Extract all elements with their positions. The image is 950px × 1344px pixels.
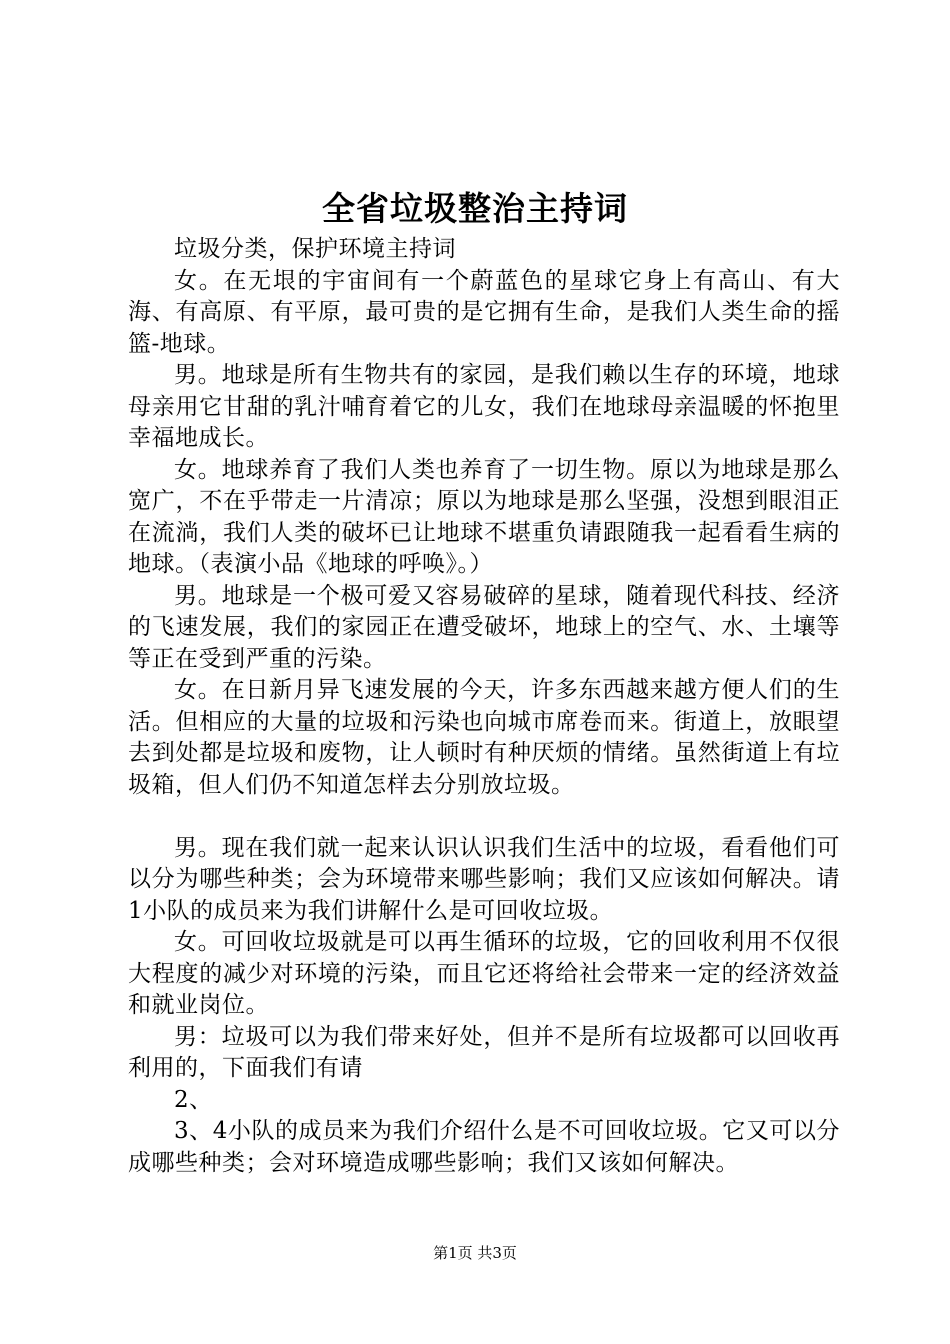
paragraph: 女。地球养育了我们人类也养育了一切生物。原以为地球是那么宽广，不在乎带走一片清凉；原以为地球是那么坚强，没想到眼泪正在流淌，我们人类的破坏已让地球不堪重负请跟随我一起看看生病的地球。（表演小品《地球的呼唤》。） — [128, 456, 840, 577]
paragraph: 男。地球是一个极可爱又容易破碎的星球，随着现代科技、经济的飞速发展，我们的家园正在遭受破坏，地球上的空气、水、土壤等等正在受到严重的污染。 — [128, 582, 840, 672]
paragraph: 3、4小队的成员来为我们介绍什么是不可回收垃圾。它又可以分成哪些种类；会对环境造成哪些影响；我们又该如何解决。 — [128, 1118, 840, 1176]
paragraph: 女。在日新月异飞速发展的今天，许多东西越来越方便人们的生活。但相应的大量的垃圾和污染也向城市席卷而来。街道上，放眼望去到处都是垃圾和废物，让人顿时有种厌烦的情绪。虽然街道上有垃圾箱，但人们仍不知道怎样去分别放垃圾。 — [128, 677, 840, 798]
document-body — [128, 234, 840, 1179]
paragraph: 男：垃圾可以为我们带来好处，但并不是所有垃圾都可以回收再利用的，下面我们有请 — [128, 1023, 840, 1081]
paragraph: 2、 — [174, 1086, 213, 1113]
paragraph: 男。现在我们就一起来认识认识我们生活中的垃圾，看看他们可以分为哪些种类；会为环境带来哪些影响；我们又应该如何解决。请1小队的成员来为我们讲解什么是可回收垃圾。 — [128, 834, 840, 924]
paragraph: 女。在无垠的宇宙间有一个蔚蓝色的星球它身上有高山、有大海、有高原、有平原，最可贵的是它拥有生命，是我们人类生命的摇篮-地球。 — [128, 267, 840, 357]
paragraph: 女。可回收垃圾就是可以再生循环的垃圾，它的回收利用不仅很大程度的减少对环境的污染，而且它还将给社会带来一定的经济效益和就业岗位。 — [128, 929, 840, 1018]
paragraph-subtitle: 垃圾分类，保护环境主持词 — [174, 236, 456, 262]
paragraph: 男。地球是所有生物共有的家园，是我们赖以生存的环境，地球母亲用它甘甜的乳汁哺育着它的儿女，我们在地球母亲温暖的怀抱里幸福地成长。 — [128, 362, 840, 451]
document-title: 全省垃圾整治主持词 — [322, 189, 628, 228]
page-footer: 第1页 共3页 — [433, 1244, 517, 1262]
